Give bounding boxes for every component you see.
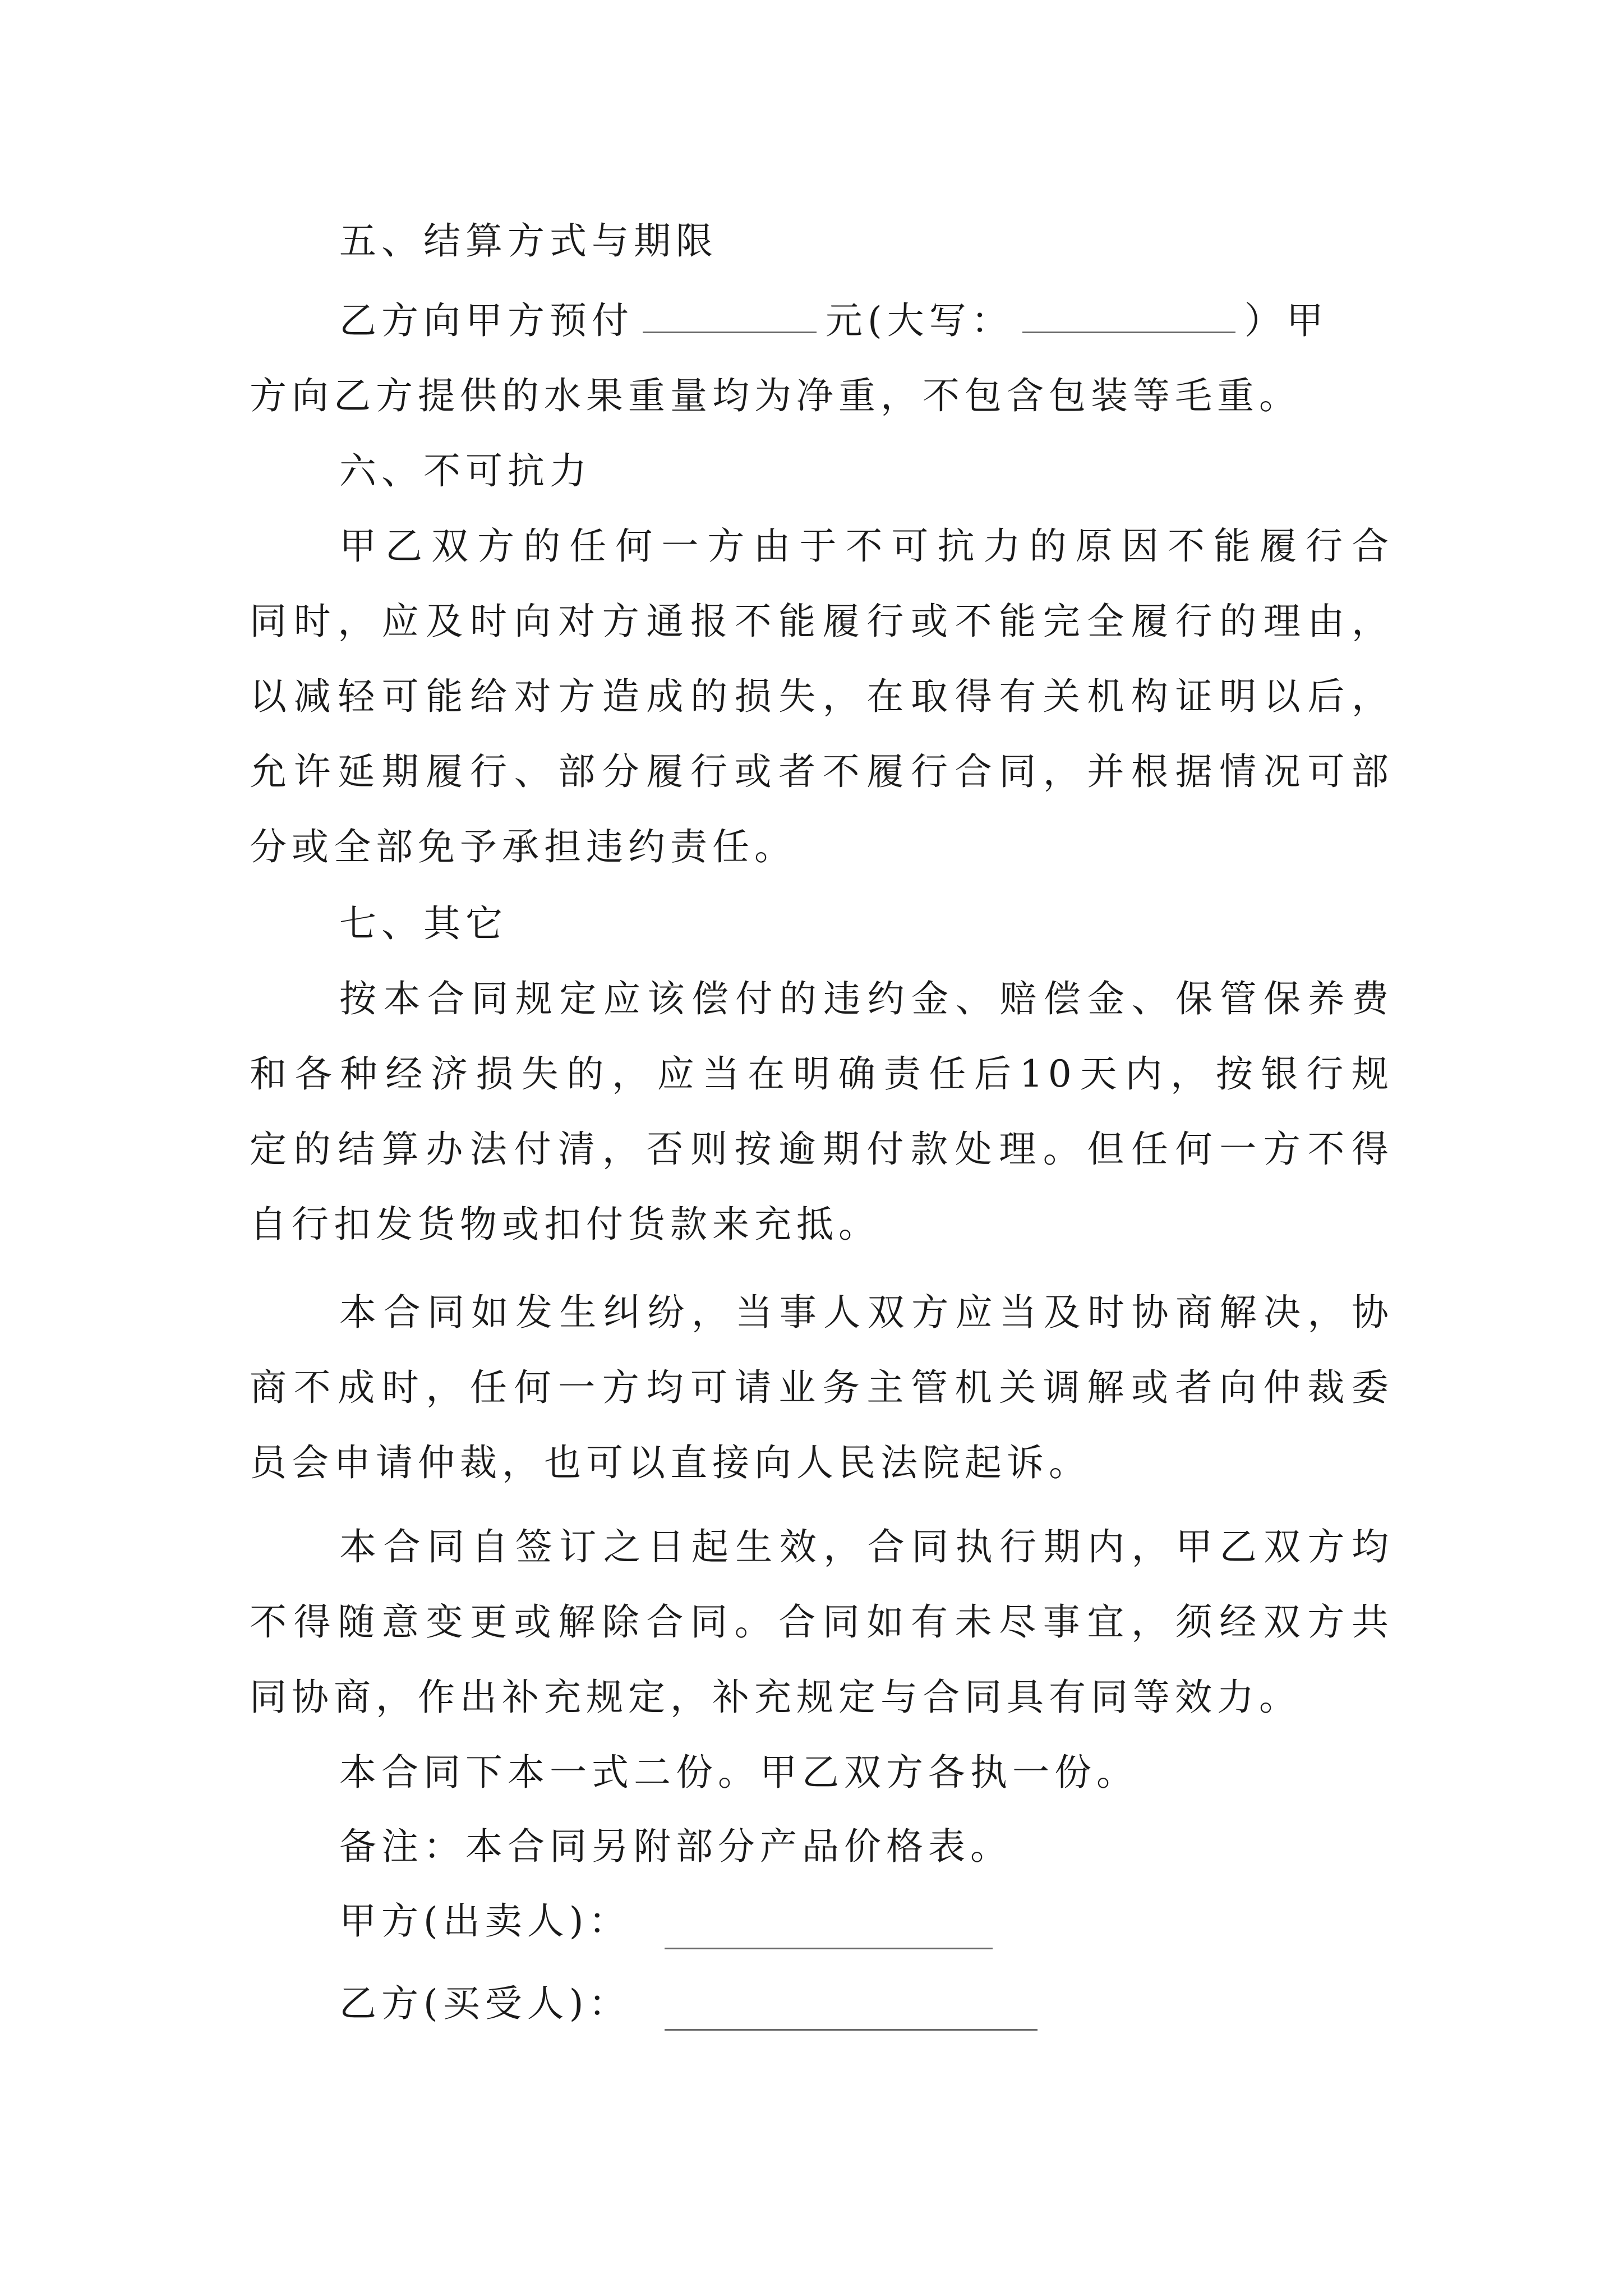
body-line: 方向乙方提供的水果重量均为净重，不包含包装等毛重。	[250, 374, 1301, 417]
body-line: 商不成时，任何一方均可请业务主管机关调解或者向仲裁委	[250, 1366, 1394, 1409]
party-a-signature-field[interactable]	[665, 1948, 993, 1949]
remark-line: 备注：本合同另附部分产品价格表。	[339, 1825, 1012, 1868]
prepayment-amount-words-field[interactable]	[1022, 297, 1235, 333]
body-line: 允许延期履行、部分履行或者不履行合同，并根据情况可部	[250, 750, 1394, 793]
body-line: 按本合同规定应该偿付的违约金、赔偿金、保管保养费	[339, 977, 1394, 1020]
body-line: 自行扣发货物或扣付货款来充抵。	[250, 1203, 880, 1246]
party-a-label: 甲方(出卖人)：	[339, 1899, 631, 1943]
body-line: 以减轻可能给对方造成的损失，在取得有关机构证明以后，	[250, 675, 1394, 718]
prepayment-line	[339, 296, 1329, 346]
body-line: 同协商，作出补充规定，补充规定与合同具有同等效力。	[250, 1676, 1301, 1719]
party-b-label: 乙方(买受人)：	[339, 1982, 631, 2025]
copies-line: 本合同下本一式二份。甲乙双方各执一份。	[339, 1751, 1138, 1794]
body-line: 同时，应及时向对方通报不能履行或不能完全履行的理由，	[250, 600, 1394, 643]
body-line: 本合同自签订之日起生效，合同执行期内，甲乙双方均	[339, 1525, 1394, 1568]
section-6-heading: 六、不可抗力	[339, 449, 592, 493]
body-line: 员会申请仲裁，也可以直接向人民法院起诉。	[250, 1441, 1091, 1484]
prepayment-text-a: 乙方向甲方预付	[339, 299, 634, 342]
body-line: 分或全部免予承担违约责任。	[250, 825, 796, 868]
prepayment-text-c: ）甲	[1244, 299, 1329, 342]
body-line: 定的结算办法付清，否则按逾期付款处理。但任何一方不得	[250, 1128, 1394, 1171]
prepayment-amount-field[interactable]	[643, 297, 817, 333]
body-line: 本合同如发生纠纷，当事人双方应当及时协商解决，协	[339, 1291, 1394, 1334]
section-5-heading: 五、结算方式与期限	[339, 219, 718, 263]
body-line: 和各种经济损失的，应当在明确责任后10天内，按银行规	[250, 1052, 1394, 1096]
body-line: 不得随意变更或解除合同。合同如有未尽事宜，须经双方共	[250, 1600, 1394, 1644]
prepayment-text-b: 元(大写：	[826, 299, 1013, 342]
body-line: 甲乙双方的任何一方由于不可抗力的原因不能履行合	[339, 524, 1394, 568]
section-7-heading: 七、其它	[339, 902, 508, 945]
party-b-signature-field[interactable]	[665, 2029, 1038, 2031]
